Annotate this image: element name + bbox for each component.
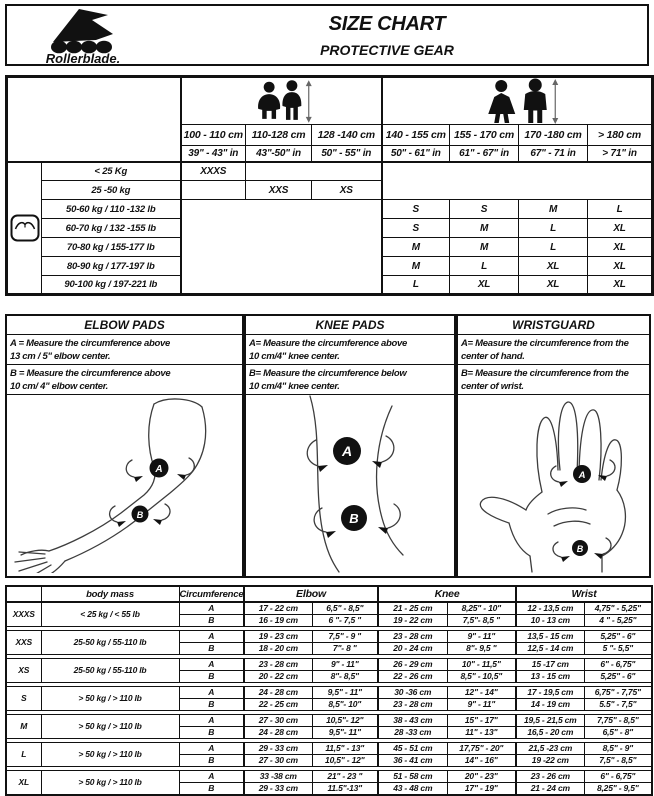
instruction-line: B= Measure the circumference below bbox=[249, 368, 407, 379]
size-cell: M bbox=[519, 200, 588, 219]
height-range-in: 39" - 43" in bbox=[181, 146, 246, 162]
elbow-cm-cell: 27 - 30 cm bbox=[244, 755, 312, 767]
size-cell: M bbox=[450, 238, 519, 257]
body-mass-cell: > 50 kg / > 110 lb bbox=[41, 743, 179, 767]
knee-in-cell: 15" - 17" bbox=[447, 715, 516, 727]
size-cell: S bbox=[450, 200, 519, 219]
knee-cm-cell: 22 - 26 cm bbox=[378, 671, 447, 683]
knee-cm-cell: 51 - 58 cm bbox=[378, 771, 447, 783]
empty-cell bbox=[382, 162, 653, 200]
wrist-cm-cell: 21,5 -23 cm bbox=[516, 743, 584, 755]
wrist-in-cell: 4 " - 5,25" bbox=[584, 615, 652, 627]
marker-a-badge bbox=[573, 465, 591, 483]
wrist-in-cell: 5.5" - 7,5" bbox=[584, 699, 652, 711]
wrist-cm-cell: 17 - 19,5 cm bbox=[516, 687, 584, 699]
column-header-body-mass: body mass bbox=[41, 586, 179, 602]
instruction-line: B = Measure the circumference above bbox=[10, 368, 171, 379]
knee-diagram bbox=[246, 395, 454, 573]
circumference-b-label: B bbox=[179, 699, 244, 711]
body-mass-cell: 25-50 kg / 55-110 lb bbox=[41, 659, 179, 683]
svg-text:A: A bbox=[341, 443, 353, 459]
circumference-b-label: B bbox=[179, 727, 244, 739]
instruction-b bbox=[246, 365, 454, 395]
height-range-cm: 155 - 170 cm bbox=[450, 125, 519, 146]
height-range-cm: 140 - 155 cm bbox=[382, 125, 450, 146]
circumference-a-label: A bbox=[179, 659, 244, 671]
weight-label: 80-90 kg / 177-197 lb bbox=[42, 257, 181, 276]
elbow-in-cell: 9,5"- 11" bbox=[312, 727, 378, 739]
knee-cm-cell: 43 - 48 cm bbox=[378, 783, 447, 796]
circumference-b-label: B bbox=[179, 755, 244, 767]
size-cell: XL bbox=[588, 257, 653, 276]
instruction-line: center of wrist. bbox=[461, 381, 524, 392]
panel-elbow-pads bbox=[5, 314, 244, 578]
size-cell: XL bbox=[519, 276, 588, 295]
knee-cm-cell: 26 - 29 cm bbox=[378, 659, 447, 671]
svg-text:B: B bbox=[349, 511, 359, 526]
elbow-in-cell: 21" - 23 " bbox=[312, 771, 378, 783]
elbow-in-cell: 7"- 8 " bbox=[312, 643, 378, 655]
knee-cm-cell: 23 - 28 cm bbox=[378, 631, 447, 643]
elbow-in-cell: 9" - 11" bbox=[312, 659, 378, 671]
marker-a-badge bbox=[333, 437, 361, 465]
wrist-cm-cell: 19 -22 cm bbox=[516, 755, 584, 767]
circumference-b-label: B bbox=[179, 671, 244, 683]
wrist-cm-cell: 19,5 - 21,5 cm bbox=[516, 715, 584, 727]
instruction-line: B= Measure the circumference from the bbox=[461, 368, 629, 379]
instruction-line: 10 cm/4" knee center. bbox=[249, 381, 340, 392]
knee-in-cell: 10" - 11,5" bbox=[447, 659, 516, 671]
column-header-knee: Knee bbox=[378, 586, 516, 602]
elbow-in-cell: 6 "- 7,5 " bbox=[312, 615, 378, 627]
circumference-a-label: A bbox=[179, 771, 244, 783]
wrist-in-cell: 8,25" - 9,5" bbox=[584, 783, 652, 796]
size-label: L bbox=[6, 743, 41, 767]
page-subtitle: PROTECTIVE GEAR bbox=[320, 42, 454, 58]
adults-height-icon bbox=[382, 77, 653, 125]
column-header-wrist: Wrist bbox=[516, 586, 652, 602]
size-cell: XL bbox=[519, 257, 588, 276]
height-range-in: > 71" in bbox=[588, 146, 653, 162]
size-cell: XL bbox=[588, 238, 653, 257]
size-label: XXS bbox=[6, 631, 41, 655]
knee-in-cell: 12" - 14" bbox=[447, 687, 516, 699]
instruction-line: A= Measure the circumference from the bbox=[461, 338, 629, 349]
knee-in-cell: 20" - 23" bbox=[447, 771, 516, 783]
elbow-in-cell: 10,5" - 12" bbox=[312, 755, 378, 767]
kids-height-icon bbox=[181, 77, 382, 125]
wrist-in-cell: 7,75" - 8,5" bbox=[584, 715, 652, 727]
hand-diagram bbox=[458, 395, 649, 573]
instruction-b bbox=[458, 365, 649, 395]
instruction-line: 10 cm/ 4" elbow center. bbox=[10, 381, 108, 392]
wrist-in-cell: 6,75" - 7,75" bbox=[584, 687, 652, 699]
size-cell: XL bbox=[588, 276, 653, 295]
height-arrow-icon bbox=[305, 80, 311, 123]
knee-cm-cell: 30 -36 cm bbox=[378, 687, 447, 699]
elbow-in-cell: 8,5"- 10" bbox=[312, 699, 378, 711]
elbow-cm-cell: 29 - 33 cm bbox=[244, 743, 312, 755]
marker-b-badge bbox=[132, 506, 149, 523]
circumference-b-label: B bbox=[179, 783, 244, 796]
elbow-in-cell: 11.5"-13" bbox=[312, 783, 378, 796]
weight-label: 90-100 kg / 197-221 lb bbox=[42, 276, 181, 295]
size-cell: L bbox=[588, 200, 653, 219]
body-mass-cell: < 25 kg / < 55 lb bbox=[41, 602, 179, 627]
circumference-a-label: A bbox=[179, 715, 244, 727]
wrist-in-cell: 5,25" - 6" bbox=[584, 631, 652, 643]
instruction-line: center of hand. bbox=[461, 351, 525, 362]
circumference-a-label: A bbox=[179, 743, 244, 755]
wrist-cm-cell: 23 - 26 cm bbox=[516, 771, 584, 783]
knee-cm-cell: 21 - 25 cm bbox=[378, 602, 447, 615]
wrist-in-cell: 8,5" - 9" bbox=[584, 743, 652, 755]
knee-in-cell: 17" - 19" bbox=[447, 783, 516, 796]
size-cell: XL bbox=[450, 276, 519, 295]
empty-cell bbox=[181, 200, 382, 295]
knee-cm-cell: 28 -33 cm bbox=[378, 727, 447, 739]
wrist-cm-cell: 10 - 13 cm bbox=[516, 615, 584, 627]
knee-in-cell: 9" - 11" bbox=[447, 631, 516, 643]
circumference-b-label: B bbox=[179, 643, 244, 655]
height-range-cm: > 180 cm bbox=[588, 125, 653, 146]
weight-label: < 25 Kg bbox=[42, 162, 181, 181]
instruction-line: A= Measure the circumference above bbox=[249, 338, 407, 349]
size-cell: S bbox=[382, 200, 450, 219]
size-cell: XS bbox=[312, 181, 382, 200]
elbow-cm-cell: 27 - 30 cm bbox=[244, 715, 312, 727]
size-label: XS bbox=[6, 659, 41, 683]
brand-wordmark: Rollerblade. bbox=[45, 51, 121, 65]
height-range-cm: 170 -180 cm bbox=[519, 125, 588, 146]
wrist-cm-cell: 21 - 24 cm bbox=[516, 783, 584, 796]
height-range-cm: 110-128 cm bbox=[246, 125, 312, 146]
column-header-elbow: Elbow bbox=[244, 586, 378, 602]
knee-in-cell: 14" - 16" bbox=[447, 755, 516, 767]
wrist-cm-cell: 14 - 19 cm bbox=[516, 699, 584, 711]
knee-in-cell: 9" - 11" bbox=[447, 699, 516, 711]
wrist-in-cell: 6,5" - 8" bbox=[584, 727, 652, 739]
height-range-in: 50" - 61" in bbox=[382, 146, 450, 162]
knee-in-cell: 8,5" - 10,5" bbox=[447, 671, 516, 683]
svg-text:A: A bbox=[155, 464, 163, 475]
wrist-in-cell: 6" - 6,75" bbox=[584, 659, 652, 671]
knee-in-cell: 7,5"- 8,5 " bbox=[447, 615, 516, 627]
weight-label: 25 -50 kg bbox=[42, 181, 181, 200]
elbow-cm-cell: 18 - 20 cm bbox=[244, 643, 312, 655]
panel-wristguard bbox=[456, 314, 651, 578]
size-label: M bbox=[6, 715, 41, 739]
circumference-a-label: A bbox=[179, 602, 244, 615]
panel-knee-pads bbox=[244, 314, 456, 578]
knee-in-cell: 11" - 13" bbox=[447, 727, 516, 739]
size-selection-table bbox=[5, 75, 654, 296]
elbow-in-cell: 11,5" - 13" bbox=[312, 743, 378, 755]
marker-b-badge bbox=[572, 540, 588, 556]
weight-label: 70-80 kg / 155-177 lb bbox=[42, 238, 181, 257]
svg-text:B: B bbox=[576, 544, 584, 554]
knee-cm-cell: 36 - 41 cm bbox=[378, 755, 447, 767]
body-weight-scale-icon bbox=[7, 162, 42, 295]
wrist-cm-cell: 16,5 - 20 cm bbox=[516, 727, 584, 739]
elbow-cm-cell: 20 - 22 cm bbox=[244, 671, 312, 683]
column-header-circumference: Circumference bbox=[179, 586, 244, 602]
wrist-cm-cell: 12,5 - 14 cm bbox=[516, 643, 584, 655]
elbow-cm-cell: 19 - 23 cm bbox=[244, 631, 312, 643]
size-cell: L bbox=[519, 219, 588, 238]
skate-boot-shape bbox=[53, 9, 113, 42]
height-range-in: 50" - 55" in bbox=[312, 146, 382, 162]
instruction-b bbox=[7, 365, 242, 395]
instruction-line: 10 cm/4" knee center. bbox=[249, 351, 340, 362]
wrist-cm-cell: 15 -17 cm bbox=[516, 659, 584, 671]
knee-cm-cell: 38 - 43 cm bbox=[378, 715, 447, 727]
svg-text:B: B bbox=[136, 510, 144, 520]
elbow-cm-cell: 29 - 33 cm bbox=[244, 783, 312, 796]
wrist-cm-cell: 13,5 - 15 cm bbox=[516, 631, 584, 643]
circumference-b-label: B bbox=[179, 615, 244, 627]
elbow-cm-cell: 22 - 25 cm bbox=[244, 699, 312, 711]
wrist-cm-cell: 12 - 13,5 cm bbox=[516, 602, 584, 615]
height-range-in: 61" - 67" in bbox=[450, 146, 519, 162]
instruction-line: 13 cm / 5" elbow center. bbox=[10, 351, 111, 362]
elbow-in-cell: 8"- 8,5" bbox=[312, 671, 378, 683]
size-cell: M bbox=[450, 219, 519, 238]
elbow-in-cell: 6,5" - 8,5" bbox=[312, 602, 378, 615]
knee-in-cell: 8,25" - 10" bbox=[447, 602, 516, 615]
elbow-diagram bbox=[7, 395, 242, 573]
size-label: XL bbox=[6, 771, 41, 796]
elbow-in-cell: 7,5" - 9 " bbox=[312, 631, 378, 643]
elbow-cm-cell: 16 - 19 cm bbox=[244, 615, 312, 627]
wrist-in-cell: 4,75" - 5,25" bbox=[584, 602, 652, 615]
size-cell: M bbox=[382, 238, 450, 257]
body-mass-cell: > 50 kg / > 110 lb bbox=[41, 715, 179, 739]
height-range-cm: 100 - 110 cm bbox=[181, 125, 246, 146]
elbow-cm-cell: 24 - 28 cm bbox=[244, 687, 312, 699]
size-cell: L bbox=[519, 238, 588, 257]
measuring-instructions bbox=[5, 314, 651, 578]
wrist-in-cell: 7,5" - 8,5" bbox=[584, 755, 652, 767]
empty-cell bbox=[246, 162, 382, 181]
header-box bbox=[5, 4, 649, 66]
size-cell: XXXS bbox=[181, 162, 246, 181]
empty-cell bbox=[6, 586, 41, 602]
instruction-a bbox=[246, 335, 454, 365]
marker-b-badge bbox=[341, 505, 367, 531]
size-cell: XXS bbox=[246, 181, 312, 200]
knee-in-cell: 8"- 9,5 " bbox=[447, 643, 516, 655]
size-cell: L bbox=[382, 276, 450, 295]
wrist-cm-cell: 13 - 15 cm bbox=[516, 671, 584, 683]
size-cell: L bbox=[450, 257, 519, 276]
body-mass-cell: > 50 kg / > 110 lb bbox=[41, 687, 179, 711]
elbow-cm-cell: 33 -38 cm bbox=[244, 771, 312, 783]
wrist-in-cell: 6" - 6,75" bbox=[584, 771, 652, 783]
size-label: S bbox=[6, 687, 41, 711]
size-cell: M bbox=[382, 257, 450, 276]
knee-cm-cell: 19 - 22 cm bbox=[378, 615, 447, 627]
elbow-cm-cell: 23 - 28 cm bbox=[244, 659, 312, 671]
circumference-a-label: A bbox=[179, 631, 244, 643]
elbow-cm-cell: 24 - 28 cm bbox=[244, 727, 312, 739]
size-label: XXXS bbox=[6, 602, 41, 627]
body-mass-cell: 25-50 kg / 55-110 lb bbox=[41, 631, 179, 655]
knee-cm-cell: 45 - 51 cm bbox=[378, 743, 447, 755]
body-mass-cell: > 50 kg / > 110 lb bbox=[41, 771, 179, 796]
wrist-in-cell: 5 "- 5,5" bbox=[584, 643, 652, 655]
size-cell: S bbox=[382, 219, 450, 238]
elbow-in-cell: 9,5" - 11" bbox=[312, 687, 378, 699]
weight-label: 50-60 kg / 110 -132 lb bbox=[42, 200, 181, 219]
panel-title: WRISTGUARD bbox=[458, 316, 649, 335]
panel-title: ELBOW PADS bbox=[7, 316, 242, 335]
size-cell: XL bbox=[588, 219, 653, 238]
knee-cm-cell: 20 - 24 cm bbox=[378, 643, 447, 655]
panel-title: KNEE PADS bbox=[246, 316, 454, 335]
svg-text:A: A bbox=[578, 470, 586, 481]
elbow-in-cell: 10,5"- 12" bbox=[312, 715, 378, 727]
instruction-a bbox=[7, 335, 242, 365]
wrist-in-cell: 5,25" - 6" bbox=[584, 671, 652, 683]
elbow-cm-cell: 17 - 22 cm bbox=[244, 602, 312, 615]
marker-a-badge bbox=[150, 459, 169, 478]
measurement-table bbox=[5, 585, 653, 796]
page-title: SIZE CHART bbox=[328, 13, 446, 35]
circumference-a-label: A bbox=[179, 687, 244, 699]
height-range-in: 67" - 71 in bbox=[519, 146, 588, 162]
height-arrow-icon bbox=[552, 79, 558, 124]
knee-cm-cell: 23 - 28 cm bbox=[378, 699, 447, 711]
empty-cell bbox=[7, 77, 181, 162]
height-range-cm: 128 -140 cm bbox=[312, 125, 382, 146]
height-range-in: 43"-50" in bbox=[246, 146, 312, 162]
empty-cell bbox=[181, 181, 246, 200]
instruction-line: A = Measure the circumference above bbox=[10, 338, 170, 349]
knee-in-cell: 17,75" - 20" bbox=[447, 743, 516, 755]
weight-label: 60-70 kg / 132 -155 lb bbox=[42, 219, 181, 238]
instruction-a bbox=[458, 335, 649, 365]
